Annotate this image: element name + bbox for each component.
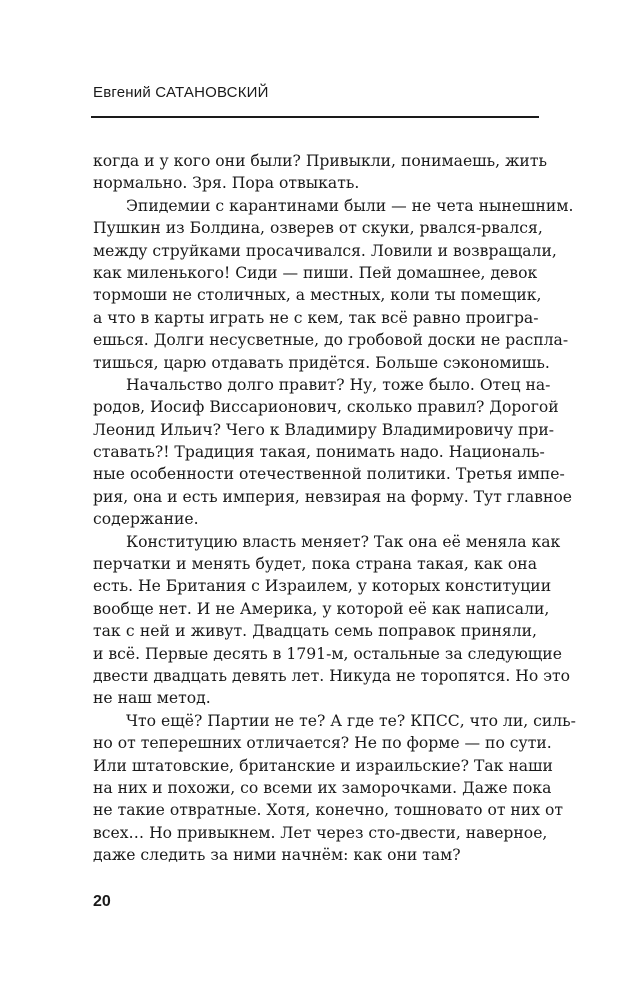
text-line: Эпидемии с карантинами были — не чета нынешним. xyxy=(126,196,574,215)
text-line: как миленького! Сиди — пиши. Пей домашнее, девок xyxy=(93,263,538,282)
page-number: 20 xyxy=(93,893,111,910)
text-line: и всё. Первые десять в 1791-м, остальные за следующие xyxy=(93,644,562,663)
text-line: Или штатовские, британские и израильские? Так наши xyxy=(93,756,553,775)
text-line: нормально. Зря. Пора отвыкать. xyxy=(93,174,360,193)
text-line: есть. Не Британия с Израилем, у которых конституции xyxy=(93,577,552,596)
text-line: а что в карты играть не с кем, так всё равно проигра- xyxy=(93,308,539,327)
body-text xyxy=(93,150,576,867)
text-line: когда и у кого они были? Привыкли, понимаешь, жить xyxy=(93,152,547,170)
text-line: но от теперешних отличается? Не по форме — по сути. xyxy=(93,734,552,753)
text-line: между струйками просачивался. Ловили и возвращали, xyxy=(93,241,557,260)
text-line: Что ещё? Партии не те? А где те? КПСС, что ли, силь- xyxy=(126,711,576,730)
text-line: Пушкин из Болдина, озверев от скуки, рвался-рвался, xyxy=(93,219,543,238)
text-line: всех… Но привыкнем. Лет через сто-двести, наверное, xyxy=(93,823,548,842)
text-line: Конституцию власть меняет? Так она её меняла как xyxy=(126,532,561,551)
text-line: вообще нет. И не Америка, у которой её как написали, xyxy=(93,599,550,618)
text-line: не такие отвратные. Хотя, конечно, тошновато от них от xyxy=(93,801,563,820)
text-line: рия, она и есть империя, невзирая на форму. Тут главное xyxy=(93,487,572,506)
text-line: перчатки и менять будет, пока страна такая, как она xyxy=(93,555,537,574)
text-line: не наш метод. xyxy=(93,689,211,708)
text-line: ставать?! Традиция такая, понимать надо. Националь- xyxy=(93,443,545,462)
running-head: Евгений САТАНОВСКИЙ xyxy=(93,84,269,101)
text-line: родов, Иосиф Виссарионович, сколько правил? Дорогой xyxy=(93,398,559,417)
text-line: тормоши не столичных, а местных, коли ты помещик, xyxy=(93,286,542,305)
text-line: содержание. xyxy=(93,510,199,529)
header-rule xyxy=(91,116,539,118)
text-line: ные особенности отечественной политики. Третья импе- xyxy=(93,465,565,484)
text-line: даже следить за ними начнём: как они там? xyxy=(93,846,461,865)
text-line: ешься. Долги несусветные, до гробовой доски не распла- xyxy=(93,331,569,350)
text-line: Начальство долго правит? Ну, тоже было. Отец на- xyxy=(126,375,551,394)
text-line: тишься, царю отдавать придётся. Больше сэкономишь. xyxy=(93,353,550,372)
text-line: на них и похожи, со всеми их заморочками. Даже пока xyxy=(93,778,552,797)
text-line: Леонид Ильич? Чего к Владимиру Владимировичу при- xyxy=(93,420,554,439)
text-line: двести двадцать девять лет. Никуда не торопятся. Но это xyxy=(93,666,570,685)
text-line: так с ней и живут. Двадцать семь поправок приняли, xyxy=(93,622,537,641)
